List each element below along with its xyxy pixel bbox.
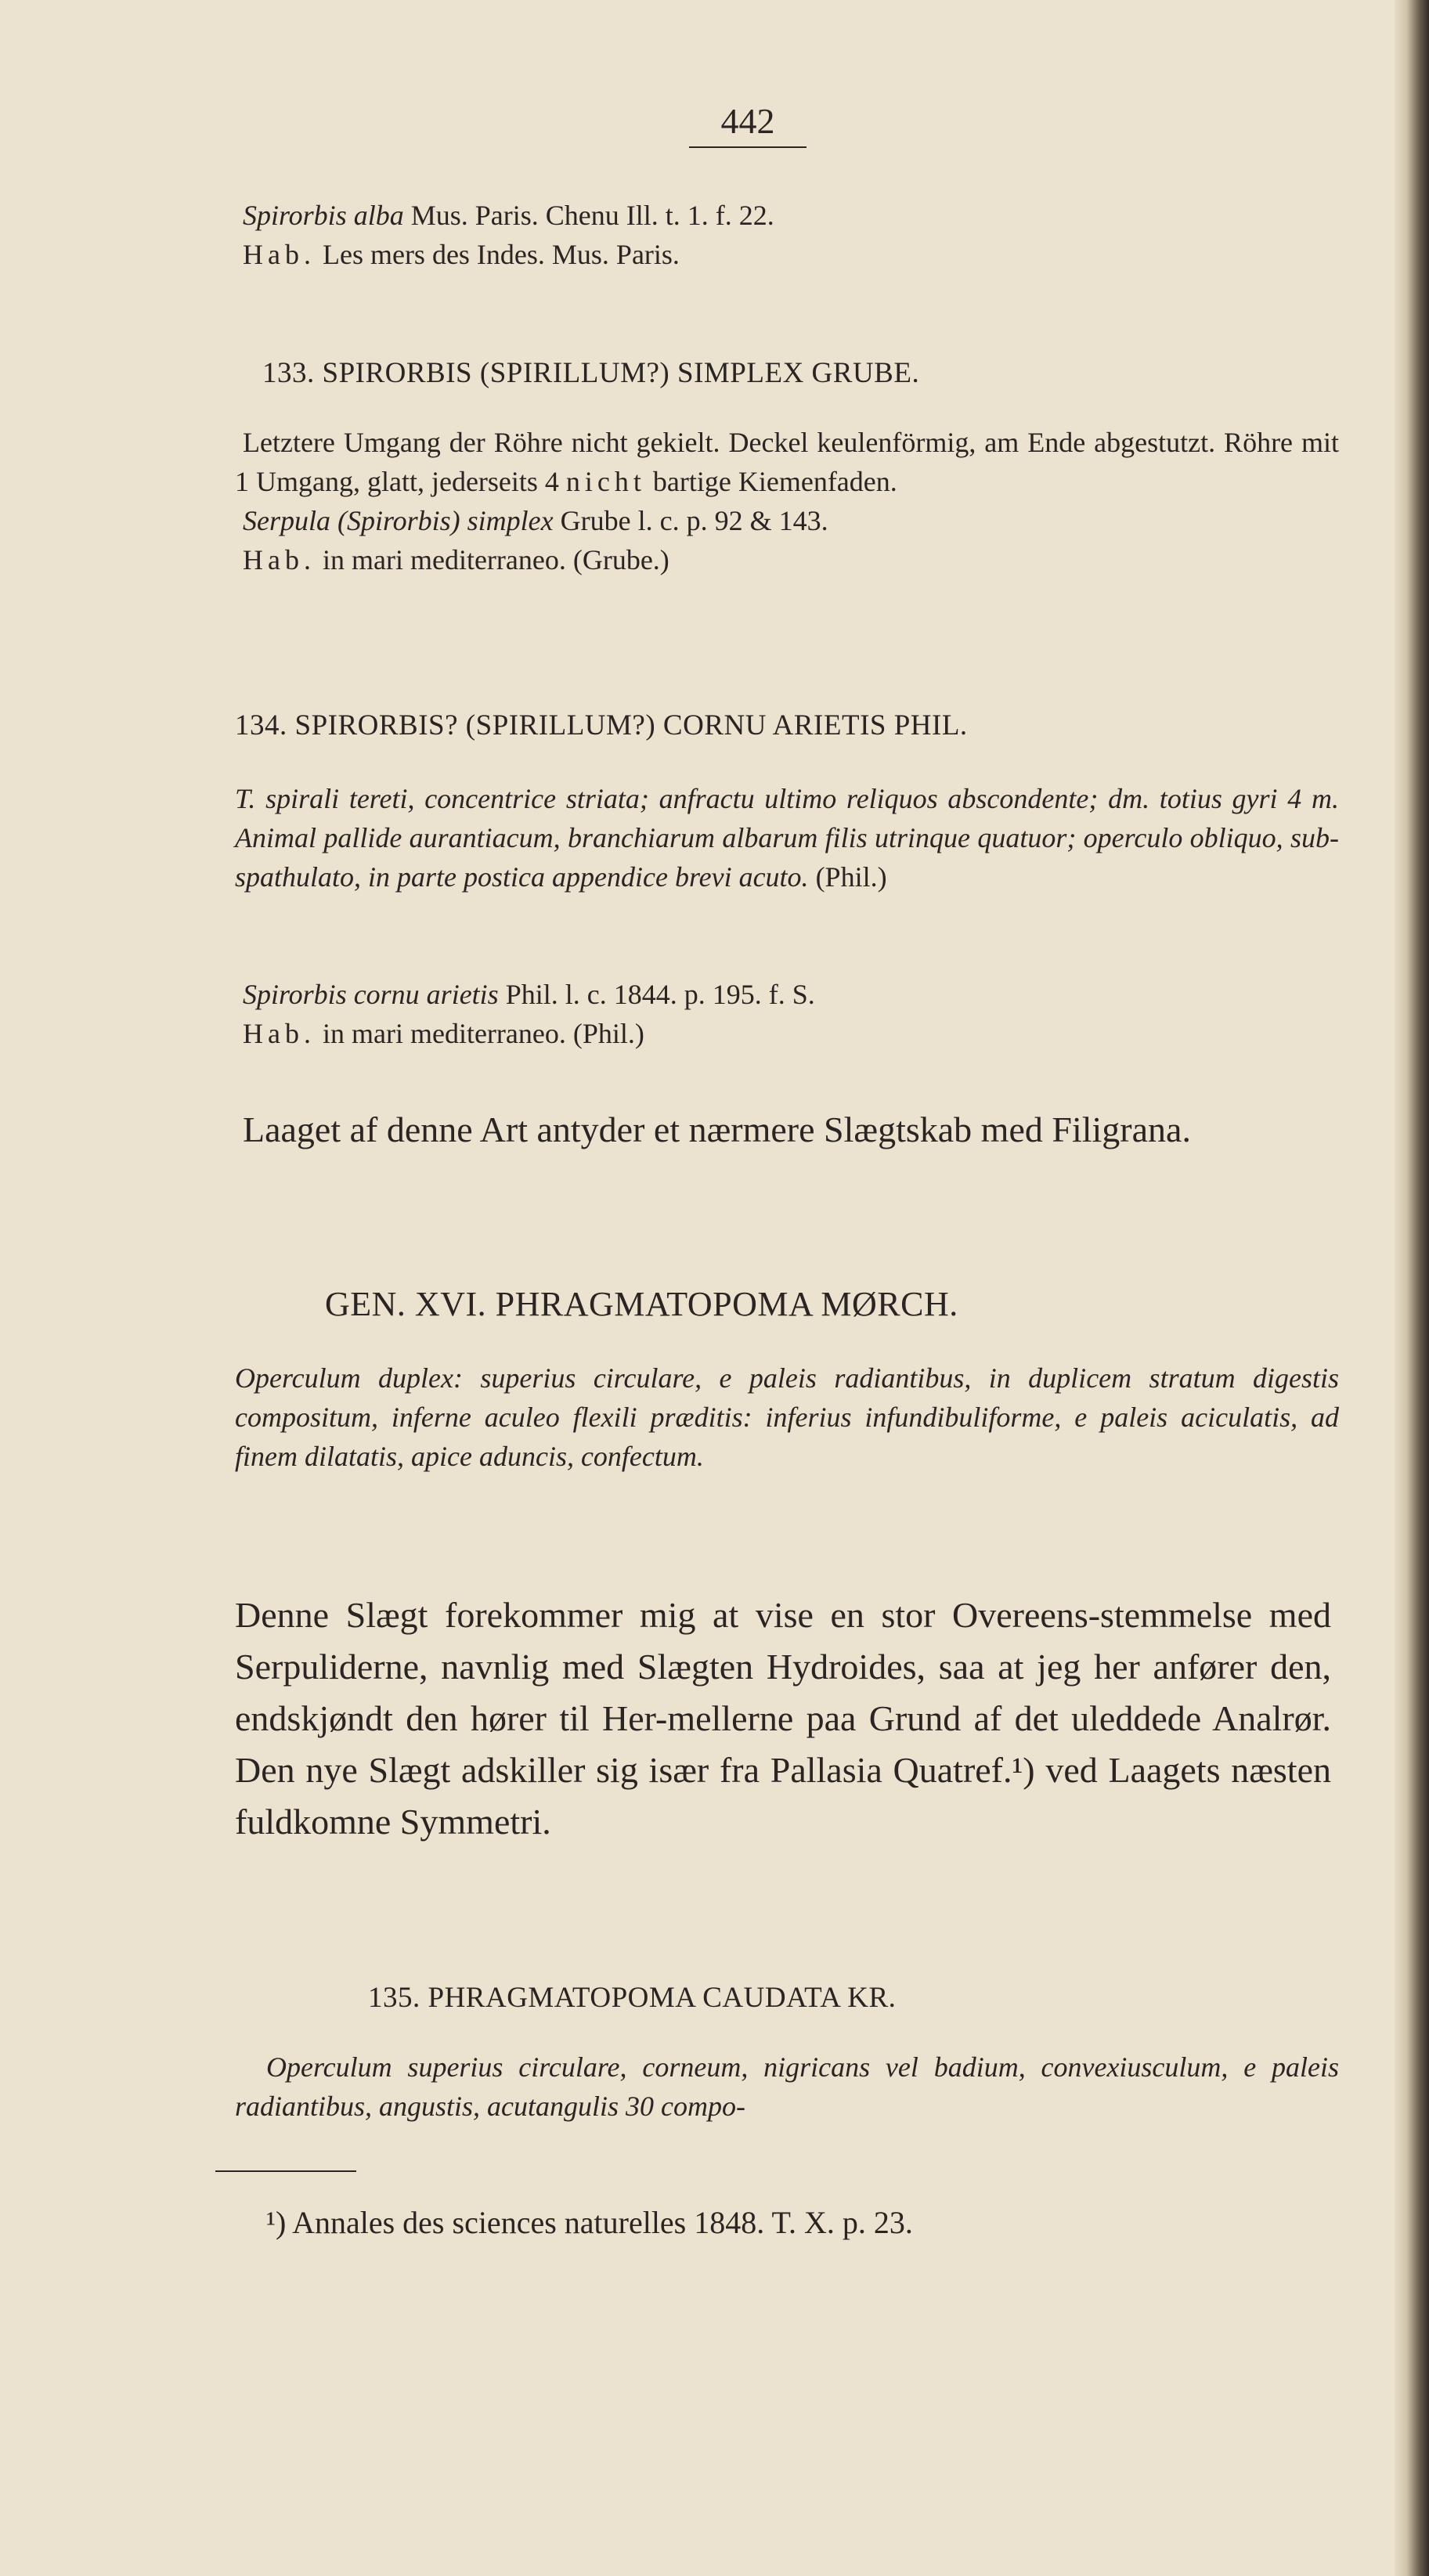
section-134-danish-note: Laaget af denne Art antyder et nærmere Slægtskab med Filigrana.	[243, 1109, 1191, 1149]
section-133-body	[235, 423, 1339, 579]
section-135-heading: 135. PHRAGMATOPOMA CAUDATA KR.	[368, 1982, 897, 2014]
section-135-latin-diagnosis: Operculum superius circulare, corneum, nigricans vel badium, convexiusculum, e paleis radiantibus, angustis, acutangulis 30 compo-	[235, 2051, 1339, 2122]
section-134-synonym: Spirorbis cornu arietis	[243, 979, 499, 1010]
species-name: alba	[353, 200, 404, 231]
page-number: 442	[689, 100, 807, 148]
section-133-synonym: Serpula (Spirorbis) simplex	[243, 505, 554, 536]
section-133-nicht: nicht	[565, 466, 646, 497]
section-134-synonymy	[235, 975, 1339, 1053]
section-134-latin-ref: (Phil.)	[815, 861, 887, 893]
section-133-hab-label: Hab.	[243, 544, 316, 575]
section-133-synonym-ref: Grube l. c. p. 92 & 143.	[560, 505, 828, 536]
section-133-habitat: in mari mediterraneo. (Grube.)	[322, 544, 669, 575]
section-134-synonym-ref: Phil. l. c. 1844. p. 195. f. S.	[505, 979, 815, 1010]
genus-16-danish-discussion: Denne Slægt forekommer mig at vise en stor Overeens-stemmelse med Serpuliderne, navnlig med Slægten Hydroides, saa at jeg her anfører den, endskjøndt den hører til Her-mellerne paa Grund af det uleddede Analrør. Den nye Slægt adskiller sig især fra Pallasia Quatref.¹) ved Laagets næsten fuldkomne Symmetri.	[235, 1595, 1331, 1842]
section-134-habitat: in mari mediterraneo. (Phil.)	[322, 1018, 644, 1049]
section-134-latin-text: T. spirali tereti, concentrice striata; anfractu ultimo reliquos abscondente; dm. totius gyri 4 m. Animal pallide aurantiacum, branchiarum albarum filis utrinque quatuor; operculo obliquo, sub-spathulato, in parte postica appendice brevi acuto.	[235, 783, 1339, 893]
footnote: ¹) Annales des sciences naturelles 1848. T. X. p. 23.	[266, 2205, 913, 2240]
footnote-rule	[215, 2170, 356, 2172]
habitat-text: Les mers des Indes. Mus. Paris.	[322, 239, 680, 270]
section-134-heading: 134. SPIRORBIS? (SPIRILLUM?) CORNU ARIETIS PHIL.	[235, 709, 968, 741]
genus-16-latin-diagnosis: Operculum duplex: superius circulare, e paleis radiantibus, in duplicem stratum digestis compositum, inferne aculeo flexili præditis: inferius infundibuliforme, e paleis aciculatis, ad finem dilatatis, apice aduncis, confectum.	[235, 1362, 1339, 1472]
section-133-description-end: bartige Kiemenfaden.	[652, 466, 897, 497]
section-134-hab-label: Hab.	[243, 1018, 316, 1049]
reference: Mus. Paris. Chenu Ill. t. 1. f. 22.	[410, 200, 774, 231]
page-edge-shadow	[1395, 0, 1429, 2576]
genus-name: Spirorbis	[243, 200, 347, 231]
section-134-latin-diagnosis	[235, 779, 1339, 897]
section-133-heading: 133. SPIRORBIS (SPIRILLUM?) SIMPLEX GRUBE.	[262, 357, 920, 389]
spirorbis-alba-entry	[235, 196, 1339, 274]
hab-label: Hab.	[243, 239, 316, 270]
genus-16-heading: GEN. XVI. PHRAGMATOPOMA MØRCH.	[325, 1285, 958, 1323]
section-133-description: Letztere Umgang der Röhre nicht gekielt. Deckel keulenförmig, am Ende abgestutzt. Röhre mit 1 Umgang, glatt, jederseits 4	[235, 427, 1339, 497]
